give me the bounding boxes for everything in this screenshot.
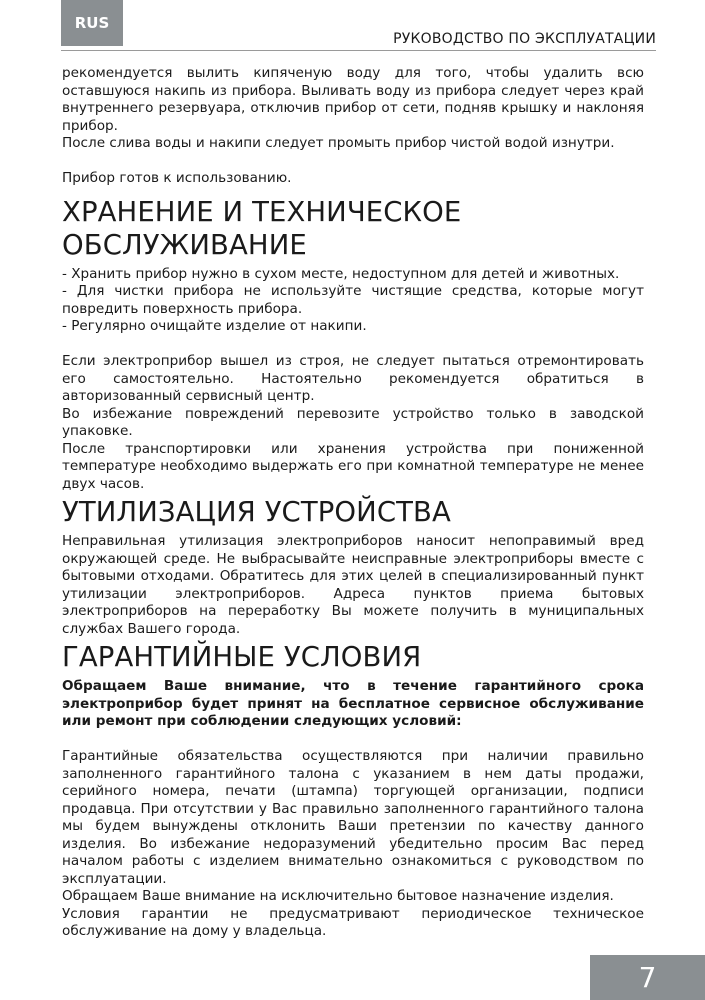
warranty-paragraph-1: Гарантийные обязательства осуществляются при наличии правильно заполненного гарантийного талона с указанием в нем даты продажи, серийного номера, печати (штампа) торгующей организации, подписи продавца. При отсутствии у Вас правильно заполненного гарантийного талона мы будем вынуждены отклонить Ваши претензии по качеству данного изделия. Во избежание недоразумений убедительно просим Вас перед началом работы с изделием внимательно ознакомиться с руководством по эксплуатации. [62, 748, 644, 887]
storage-heading-line-2: ОБСЛУЖИВАНИЕ [62, 228, 307, 261]
storage-paragraph-3: После транспортировки или хранения устройства при пониженной температуре необходимо выдержать его при комнатной температуре не менее двух часов. [62, 440, 644, 492]
spacer [62, 731, 644, 749]
intro-paragraph-2: После слива воды и накипи следует промыть прибор чистой водой изнутри. [62, 135, 615, 151]
disposal-heading: УТИЛИЗАЦИЯ УСТРОЙСТВА [62, 496, 451, 528]
page-content [62, 65, 644, 941]
storage-list-item: - Хранить прибор нужно в сухом месте, недоступном для детей и животных. [62, 265, 620, 282]
intro-paragraph-3: Прибор готов к использованию. [62, 170, 292, 186]
warranty-paragraph-2: Обращаем Ваше внимание на исключительно бытовое назначение изделия. [62, 888, 614, 904]
warranty-notice: Обращаем Ваше внимание, что в течение гарантийного срока электроприбор будет принят на бесплатное сервисное обслуживание или ремонт при соблюдении следующих условий: [62, 678, 644, 729]
storage-paragraph-1: Если электроприбор вышел из строя, не следует пытаться отремонтировать его самостоятельно. Настоятельно рекомендуется обратиться в авторизованный сервисный центр. [62, 353, 644, 404]
spacer [62, 336, 644, 354]
storage-paragraph-2: Во избежание повреждений перевозите устройство только в заводской упаковке. [62, 405, 644, 439]
header-divider [61, 50, 656, 51]
disposal-paragraph: Неправильная утилизация электроприборов наносит непоправимый вред окружающей среде. Не выбрасывайте неисправные электроприборы вместе с бытовыми отходами. Обратитесь для этих целей в специализированный пункт утилизации электроприборов. Адреса пунктов приема бытовых электроприборов на переработку Вы можете получить в муниципальных службах Вашего города. [62, 533, 644, 637]
storage-list-item: - Регулярно очищайте изделие от накипи. [62, 318, 367, 334]
language-tab: RUS [61, 0, 123, 46]
warranty-paragraph-3: Условия гарантии не предусматривают периодическое техническое обслуживание на дому у владельца. [62, 905, 644, 939]
page-number: 7 [590, 955, 705, 1000]
storage-list-item: - Для чистки прибора не используйте чистящие средства, которые могут повредить поверхность прибора. [62, 283, 644, 317]
storage-heading-line-1: ХРАНЕНИЕ И ТЕХНИЧЕСКОЕ [62, 195, 462, 228]
intro-paragraph-1: рекомендуется вылить кипяченую воду для того, чтобы удалить всю оставшуюся накипь из прибора. Выливать воду из прибора следует через край внутреннего резервуара, отключив прибор от сети, подняв крышку и наклоняя прибор. [62, 65, 644, 134]
warranty-heading: ГАРАНТИЙНЫЕ УСЛОВИЯ [62, 641, 422, 673]
spacer [62, 153, 644, 171]
document-title: РУКОВОДСТВО ПО ЭКСПЛУАТАЦИИ [393, 31, 656, 47]
storage-heading [62, 196, 644, 262]
